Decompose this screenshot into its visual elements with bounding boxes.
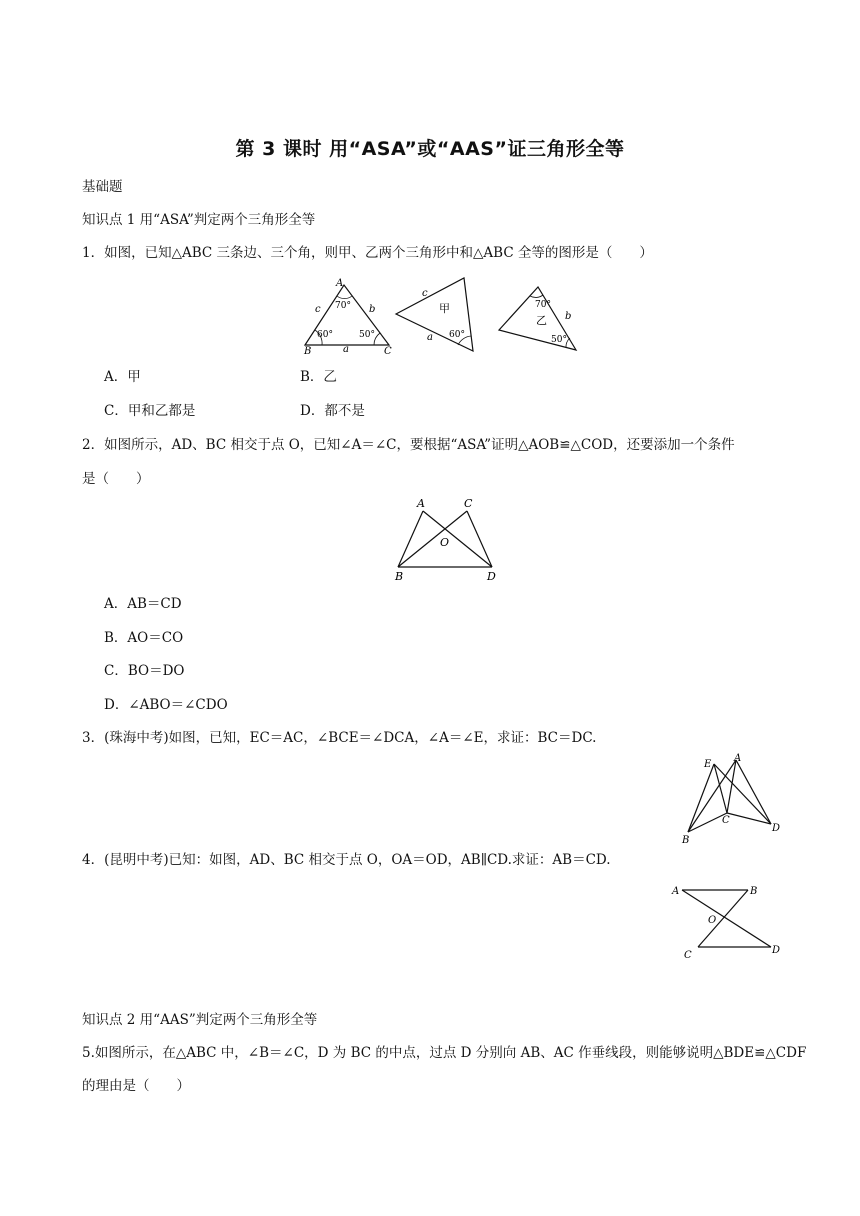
yi-angle-1: 70° xyxy=(535,300,551,310)
question-3-text: 3．(珠海中考)如图，已知，EC＝AC，∠BCE＝∠DCA，∠A＝∠E，求证：BC＝DC. xyxy=(82,730,597,746)
side-c: c xyxy=(315,304,321,315)
q1-option-b[interactable]: B．乙 xyxy=(300,369,337,385)
label-O: O xyxy=(440,536,450,549)
q1-option-c[interactable]: C．甲和乙都是 xyxy=(104,403,196,419)
question-2-text-line2: 是（ ） xyxy=(82,471,150,487)
jia-label: 甲 xyxy=(439,302,450,315)
question-1-text: 1．如图，已知△ABC 三条边、三个角，则甲、乙两个三角形中和△ABC 全等的图形是（ ） xyxy=(82,245,653,261)
yi-label: 乙 xyxy=(536,314,547,327)
jia-angle: 60° xyxy=(449,330,465,340)
label-D: D xyxy=(772,945,781,956)
q1-option-a[interactable]: A．甲 xyxy=(104,369,141,385)
label-A: A xyxy=(672,886,680,897)
label-B: B xyxy=(750,886,758,897)
label-C: C xyxy=(684,950,692,961)
yi-angle-2: 50° xyxy=(551,335,567,345)
question-3-figure xyxy=(676,752,786,848)
angle-B: 60° xyxy=(317,330,333,340)
knowledge-point-1: 知识点 1 用“ASA”判定两个三角形全等 xyxy=(82,212,316,228)
question-4-text: 4．(昆明中考)已知：如图，AD、BC 相交于点 O，OA＝OD，AB∥CD.求证：AB＝CD. xyxy=(82,852,611,868)
q2-option-b[interactable]: B．AO＝CO xyxy=(104,630,184,646)
question-4-figure xyxy=(666,876,786,962)
yi-side-b: b xyxy=(565,311,572,322)
label-B: B xyxy=(682,835,690,846)
label-C: C xyxy=(384,346,392,357)
question-1-figure xyxy=(300,274,480,358)
label-B: B xyxy=(304,346,312,357)
question-1-figure-yi xyxy=(494,282,584,356)
question-5-text-line1: 5.如图所示，在△ABC 中，∠B＝∠C，D 为 BC 的中点，过点 D 分别向 AB、AC 作垂线段，则能够说明△BDE≌△CDF xyxy=(82,1045,807,1061)
label-D: D xyxy=(487,570,496,583)
label-O: O xyxy=(708,915,717,926)
angle-C: 50° xyxy=(359,330,375,340)
label-A: A xyxy=(417,497,425,510)
section-heading: 基础题 xyxy=(82,179,123,195)
label-D: D xyxy=(772,823,781,834)
side-a: a xyxy=(343,344,349,355)
knowledge-point-2: 知识点 2 用“AAS”判定两个三角形全等 xyxy=(82,1012,318,1028)
jia-side-c: c xyxy=(422,288,428,299)
side-b: b xyxy=(369,304,376,315)
question-5-text-line2: 的理由是（ ） xyxy=(82,1078,190,1094)
label-A: A xyxy=(336,278,344,289)
angle-A: 70° xyxy=(335,301,351,311)
q2-option-c[interactable]: C．BO＝DO xyxy=(104,663,185,679)
label-C: C xyxy=(722,815,730,826)
label-C: C xyxy=(464,497,473,510)
question-2-figure xyxy=(388,494,503,584)
page-title: 第 3 课时 用“ASA”或“AAS”证三角形全等 xyxy=(235,138,625,160)
label-E: E xyxy=(704,759,712,770)
question-2-text-line1: 2．如图所示，AD、BC 相交于点 O，已知∠A＝∠C，要根据“ASA”证明△AOB≌△COD，还要添加一个条件 xyxy=(82,437,735,453)
jia-side-a: a xyxy=(427,332,433,343)
q2-option-d[interactable]: D．∠ABO＝∠CDO xyxy=(104,697,228,713)
label-B: B xyxy=(395,570,404,583)
q1-option-d[interactable]: D．都不是 xyxy=(300,403,365,419)
q2-option-a[interactable]: A．AB＝CD xyxy=(104,596,182,612)
label-A: A xyxy=(734,753,742,764)
